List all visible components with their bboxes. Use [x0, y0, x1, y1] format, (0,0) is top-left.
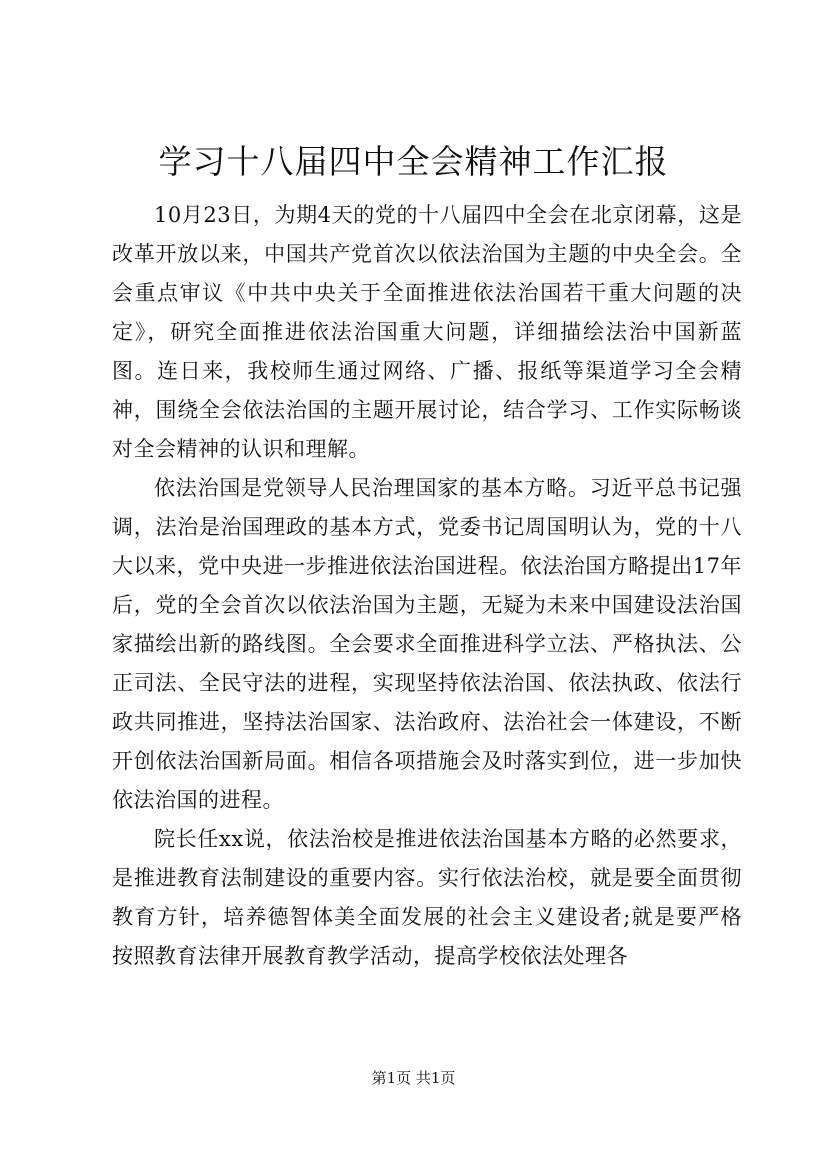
document-title: 学习十八届四中全会精神工作汇报	[158, 142, 669, 181]
paragraph-2: 依法治国是党领导人民治理国家的基本方略。习近平总书记强调，法治是治国理政的基本方式，党委书记周国明认为，党的十八大以来，党中央进一步推进依法治国进程。依法治国方略提出17年后，党的全会首次以依法治国为主题，无疑为未来中国建设法治国家描绘出新的路线图。全会要求全面推进科学立法、严格执法、公正司法、全民守法的进程，实现坚持依法治国、依法执政、依法行政共同推进，坚持法治国家、法治政府、法治社会一体建设，不断开创依法治国新局面。相信各项措施会及时落实到位，进一步加快依法治国的进程。	[112, 476, 742, 812]
paragraph-3: 院长任xx说，依法治校是推进依法治国基本方略的必然要求，是推进教育法制建设的重要内容。实行依法治校，就是要全面贯彻教育方针，培养德智体美全面发展的社会主义建设者;就是要严格按照教育法律开展教育教学活动，提高学校依法处理各	[112, 827, 742, 968]
paragraph-1: 10月23日，为期4天的党的十八届四中全会在北京闭幕，这是改革开放以来，中国共产党首次以依法治国为主题的中央全会。全会重点审议《中共中央关于全面推进依法治国若干重大问题的决定》，研究全面推进依法治国重大问题，详细描绘法治中国新蓝图。连日来，我校师生通过网络、广播、报纸等渠道学习全会精神，围绕全会依法治国的主题开展讨论，结合学习、工作实际畅谈对全会精神的认识和理解。	[112, 203, 742, 461]
page-footer: 第1页 共1页	[371, 1069, 456, 1087]
document-body	[112, 196, 742, 976]
